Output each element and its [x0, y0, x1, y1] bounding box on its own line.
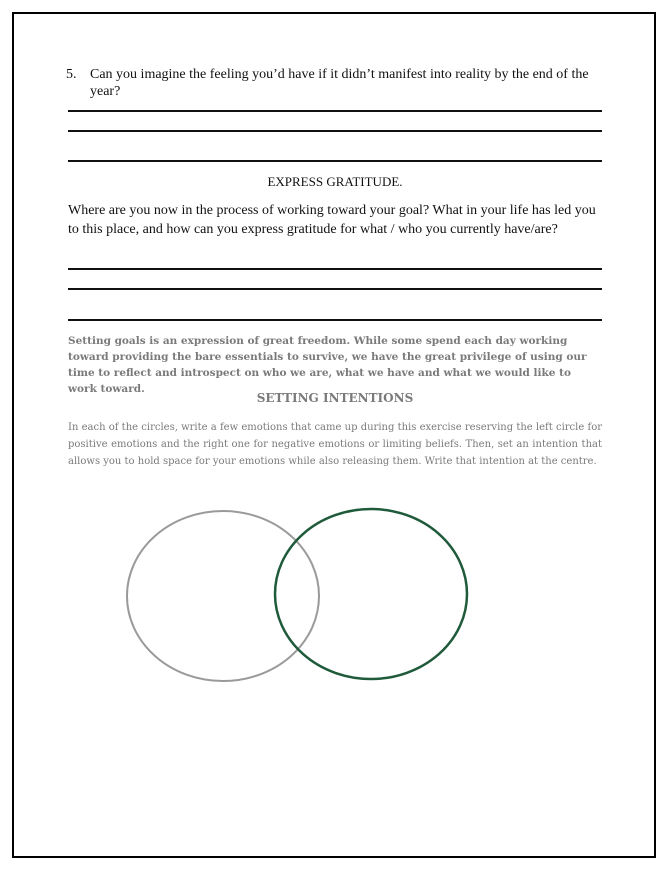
- gratitude-prompt: Where are you now in the process of working toward your goal? What in your life has led you to this place, and how can you express gratitude for what / who you currently have/are?: [68, 203, 596, 237]
- section-heading-gratitude: EXPRESS GRATITUDE.: [267, 174, 403, 189]
- left-circle-positive-emotions[interactable]: [127, 511, 319, 681]
- intro-paragraph: Setting goals is an expression of great freedom. While some spend each day working toward providing the bare essentials to survive, we have the great privilege of using our time to reflect and introspect on who we are, what we have and what we would like to work toward.: [68, 335, 587, 395]
- section-heading-intentions: SETTING INTENTIONS: [256, 391, 414, 405]
- intentions-instructions: In each of the circles, write a few emotions that came up during this exercise reserving the left circle for positive emotions and the right one for negative emotions or limiting beliefs. Then, set an intention that allows you to hold space for your emotions while also releasing them. Write that intention at the centre.: [68, 422, 602, 467]
- question-text: Can you imagine the feeling you’d have if it didn’t manifest into reality by the end of the year?: [90, 67, 589, 99]
- right-circle-negative-emotions[interactable]: [275, 509, 467, 679]
- question-number: 5.: [66, 67, 77, 82]
